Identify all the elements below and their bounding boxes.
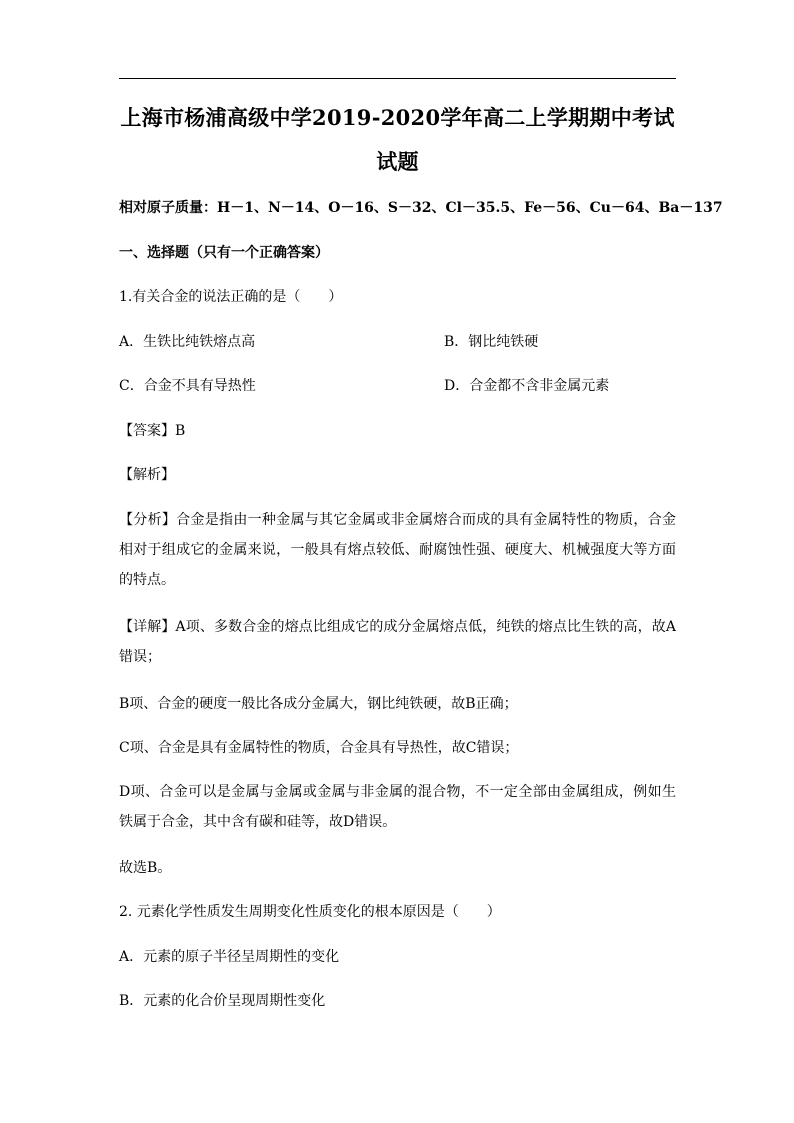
q2-option-a: A．元素的原子半径呈周期性的变化 [119,949,340,965]
q1-option-a: A．生铁比纯铁熔点高 [119,334,256,350]
q1-fenxi: 【分析】合金是指由一种金属与其它金属或非金属熔合而成的具有金属特性的物质，合金相对于组成它的金属来说，一般具有熔点较低、耐腐蚀性强、硬度大、机械强度大等方面的特点。 [119,512,676,588]
q1-conclusion: 故选B。 [119,860,172,876]
atomic-mass-line: 相对原子质量：H－1、N－14、O－16、S－32、Cl－35.5、Fe－56、Cu－64、Ba－137 [119,200,723,216]
q1-answer: 【答案】B [119,423,186,439]
q1-analysis-label: 【解析】 [119,467,175,483]
question-1-stem: 1.有关合金的说法正确的是（ ） [119,289,343,305]
q1-detail-d: D项、合金可以是金属与金属或金属与非金属的混合物，不一定全部由金属组成，例如生铁属于合金，其中含有碳和硅等，故D错误。 [119,784,676,830]
q1-detail-b: B项、合金的硬度一般比各成分金属大，钢比纯铁硬，故B正确； [119,696,518,712]
section-heading: 一、选择题（只有一个正确答案） [119,245,329,261]
q1-option-c: C．合金不具有导热性 [119,378,256,394]
question-2-stem: 2. 元素化学性质发生周期变化性质变化的根本原因是（ ） [119,904,501,920]
q1-detail-c: C项、合金是具有金属特性的物质，合金具有导热性，故C错误； [119,740,519,756]
q1-option-d: D．合金都不含非金属元素 [444,378,610,394]
q1-detail-a: 【详解】A项、多数合金的熔点比组成它的成分金属熔点低，纯铁的熔点比生铁的高，故A错误； [119,619,676,665]
page-title: 上海市杨浦高级中学2019-2020学年高二上学期期中考试试题 [120,105,675,174]
header-rule [119,78,676,79]
q2-option-b: B．元素的化合价呈现周期性变化 [119,993,326,1009]
q1-option-b: B．钢比纯铁硬 [444,334,539,350]
